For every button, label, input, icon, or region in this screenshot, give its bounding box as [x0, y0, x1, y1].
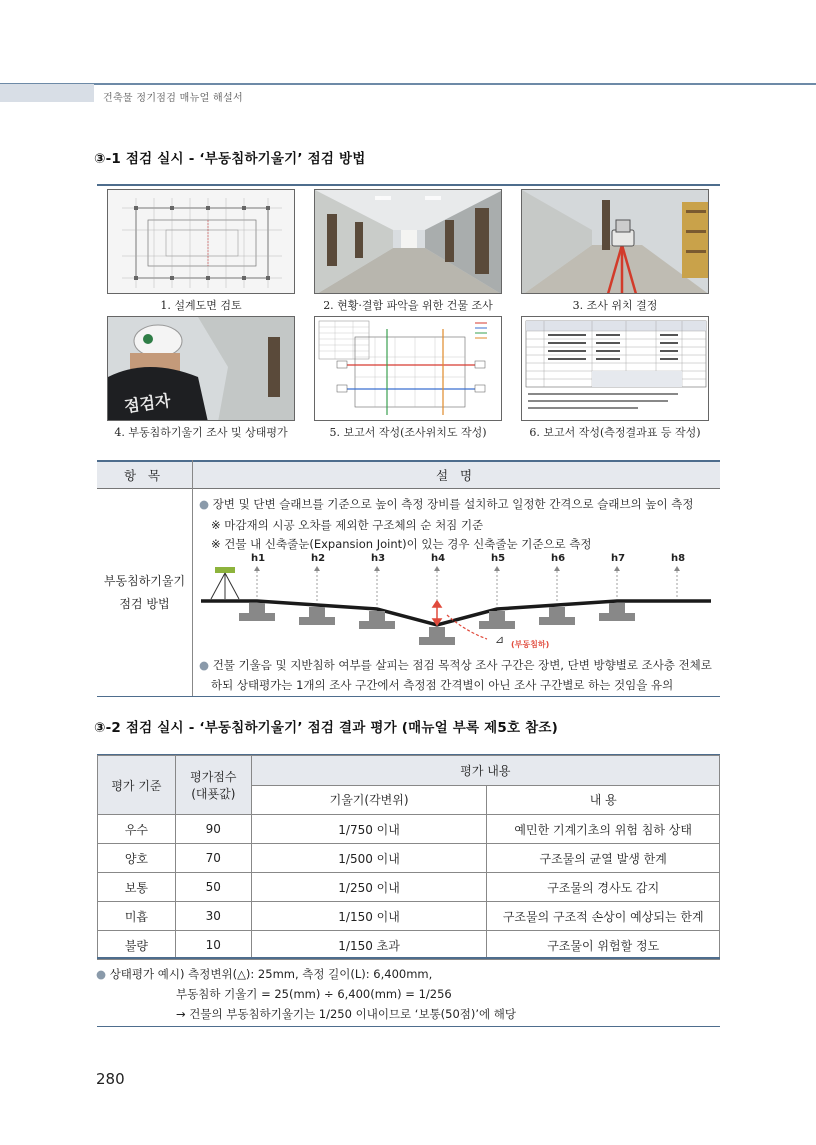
top-rule	[0, 83, 816, 85]
tilt-cell: 1/250 이내	[251, 873, 487, 902]
survey-location-map	[315, 317, 502, 421]
evaluation-row	[98, 873, 720, 902]
table-column-divider	[192, 460, 193, 697]
example-line-3: → 건물의 부동침하기울기는 1/250 이내이므로 ‘보통(50점)’에 해당	[176, 1007, 517, 1021]
height-label-h3: h3	[371, 553, 386, 564]
height-label-h2: h2	[311, 553, 326, 564]
grade-cell: 우수	[98, 815, 176, 844]
header-grade: 평가 기준	[98, 756, 176, 815]
helmet-vest-text: 점검자	[123, 390, 172, 417]
header-item: 항 목	[124, 468, 165, 483]
settlement-label: (부동침하)	[511, 640, 550, 649]
method-table-bottom-rule	[97, 696, 720, 697]
evaluation-header-row-1	[98, 756, 720, 786]
evaluation-row	[98, 931, 720, 960]
header-score-line2: (대푯값)	[191, 787, 236, 801]
header-detail: 내 용	[487, 785, 720, 815]
bullet-icon: ●	[199, 658, 210, 672]
photo-report-result-table	[521, 316, 709, 421]
settlement-diagram	[197, 551, 717, 651]
photo-caption-5: 5. 보고서 작성(조사위치도 작성)	[329, 426, 487, 439]
section2-title: ③-2 점검 실시 - ‘부동침하기울기’ 점검 결과 평가 (매뉴얼 부록 제5호 참조)	[94, 720, 558, 736]
height-label-h6: h6	[551, 553, 566, 564]
height-arrowhead-h3	[374, 566, 380, 571]
height-arrowhead-h2	[314, 566, 320, 571]
height-label-h5: h5	[491, 553, 506, 564]
method-bullet-2-text: 건물 기울음 및 지반침하 여부를 살피는 점검 목적상 조사 구간은 장변, 단변 방향별로 조사층 전체로	[212, 658, 712, 672]
photo-report-location-map	[314, 316, 502, 421]
method-bullet-1	[199, 496, 693, 512]
height-label-h7: h7	[611, 553, 626, 564]
bullet-icon: ●	[199, 497, 210, 511]
height-label-h1: h1	[251, 553, 266, 564]
method-bullet-1-text: 장변 및 단변 슬래브를 기준으로 높이 측정 장비를 설치하고 일정한 간격으로 슬래브의 높이 측정	[212, 497, 694, 511]
score-cell: 30	[175, 902, 251, 931]
height-arrowhead-h6	[554, 566, 560, 571]
score-cell: 90	[175, 815, 251, 844]
detail-cell: 구조물의 균열 발생 한계	[487, 844, 720, 873]
level-tripod	[211, 567, 239, 599]
evaluation-row	[98, 844, 720, 873]
height-label-h4: h4	[431, 553, 446, 564]
photo-drawing-review	[107, 189, 295, 294]
photo-caption-6: 6. 보고서 작성(측정결과표 등 작성)	[529, 426, 701, 439]
method-note-1: ※ 마감재의 시공 오차를 제외한 구조체의 순 처짐 기준	[211, 518, 484, 532]
header-content: 평가 내용	[251, 756, 719, 786]
row-label-line1: 부동침하기울기	[103, 574, 186, 588]
example-line-1-text: 상태평가 예시) 측정변위(△): 25mm, 측정 길이(L): 6,400mm,	[109, 967, 433, 981]
tilt-cell: 1/150 이내	[251, 902, 487, 931]
top-tab	[0, 84, 94, 102]
page-number: 280	[96, 1070, 125, 1088]
tilt-cell: 1/150 초과	[251, 931, 487, 960]
diagram-height-labels	[251, 553, 685, 564]
row-label	[97, 570, 192, 616]
row-label-line2: 점검 방법	[119, 597, 170, 611]
section1-rule	[97, 184, 720, 186]
section1-title: ③-1 점검 실시 - ‘부동침하기울기’ 점검 방법	[94, 151, 366, 167]
height-label-h8: h8	[671, 553, 686, 564]
header-tilt: 기울기(각변위)	[251, 785, 487, 815]
evaluation-row	[98, 902, 720, 931]
evaluation-row	[98, 815, 720, 844]
corridor-photo	[315, 190, 502, 294]
photo-caption-1: 1. 설계도면 검토	[160, 299, 242, 312]
detail-cell: 구조물이 위험할 정도	[487, 931, 720, 960]
bullet-icon: ●	[96, 967, 107, 981]
detail-cell: 예민한 기계기초의 위험 침하 상태	[487, 815, 720, 844]
floor-plan-drawing	[108, 190, 295, 294]
photo-caption-3: 3. 조사 위치 결정	[572, 299, 658, 312]
score-cell: 70	[175, 844, 251, 873]
photo-inspection-evaluation	[107, 316, 295, 421]
grade-cell: 보통	[98, 873, 176, 902]
level-instrument-photo	[522, 190, 709, 294]
height-arrowhead-h1	[254, 566, 260, 571]
example-line-1	[96, 966, 432, 982]
header-score	[175, 756, 251, 815]
photo-caption-2: 2. 현황·결함 파악을 위한 건물 조사	[323, 299, 493, 312]
method-table-header	[97, 460, 720, 489]
photo-caption-4: 4. 부동침하기울기 조사 및 상태평가	[114, 426, 288, 439]
grade-cell: 미흡	[98, 902, 176, 931]
method-note-2: ※ 건물 내 신축줄눈(Expansion Joint)이 있는 경우 신축줄눈 기준으로 측정	[211, 537, 592, 551]
header-score-line1: 평가점수	[190, 770, 237, 784]
score-cell: 10	[175, 931, 251, 960]
header-description: 설 명	[436, 468, 477, 483]
detail-cell: 구조물의 경사도 감지	[487, 873, 720, 902]
height-arrowhead-h7	[614, 566, 620, 571]
photo-location-decision	[521, 189, 709, 294]
height-arrowhead-h8	[674, 566, 680, 571]
example-bottom-rule	[97, 1026, 720, 1027]
example-line-2: 부동침하 기울기 = 25(mm) ÷ 6,400(mm) = 1/256	[176, 987, 452, 1001]
tilt-cell: 1/750 이내	[251, 815, 487, 844]
height-arrowhead-h4	[434, 566, 440, 571]
delta-symbol: ⊿	[495, 633, 505, 646]
evaluation-table-bottom-rule	[97, 957, 720, 959]
height-arrowhead-h5	[494, 566, 500, 571]
running-head: 건축물 정기점검 매뉴얼 해설서	[103, 93, 243, 104]
photo-building-survey	[314, 189, 502, 294]
grade-cell: 불량	[98, 931, 176, 960]
method-bullet-2-cont: 하되 상태평가는 1개의 조사 구간에서 측정점 간격별이 아닌 조사 구간별로 하는 것임을 유의	[211, 678, 674, 692]
tilt-cell: 1/500 이내	[251, 844, 487, 873]
detail-cell: 구조물의 구조적 손상이 예상되는 한계	[487, 902, 720, 931]
method-bullet-2	[199, 657, 712, 673]
grade-cell: 양호	[98, 844, 176, 873]
evaluation-table-body	[98, 815, 720, 960]
measurement-result-table	[522, 317, 709, 421]
score-cell: 50	[175, 873, 251, 902]
evaluation-table	[97, 755, 720, 960]
